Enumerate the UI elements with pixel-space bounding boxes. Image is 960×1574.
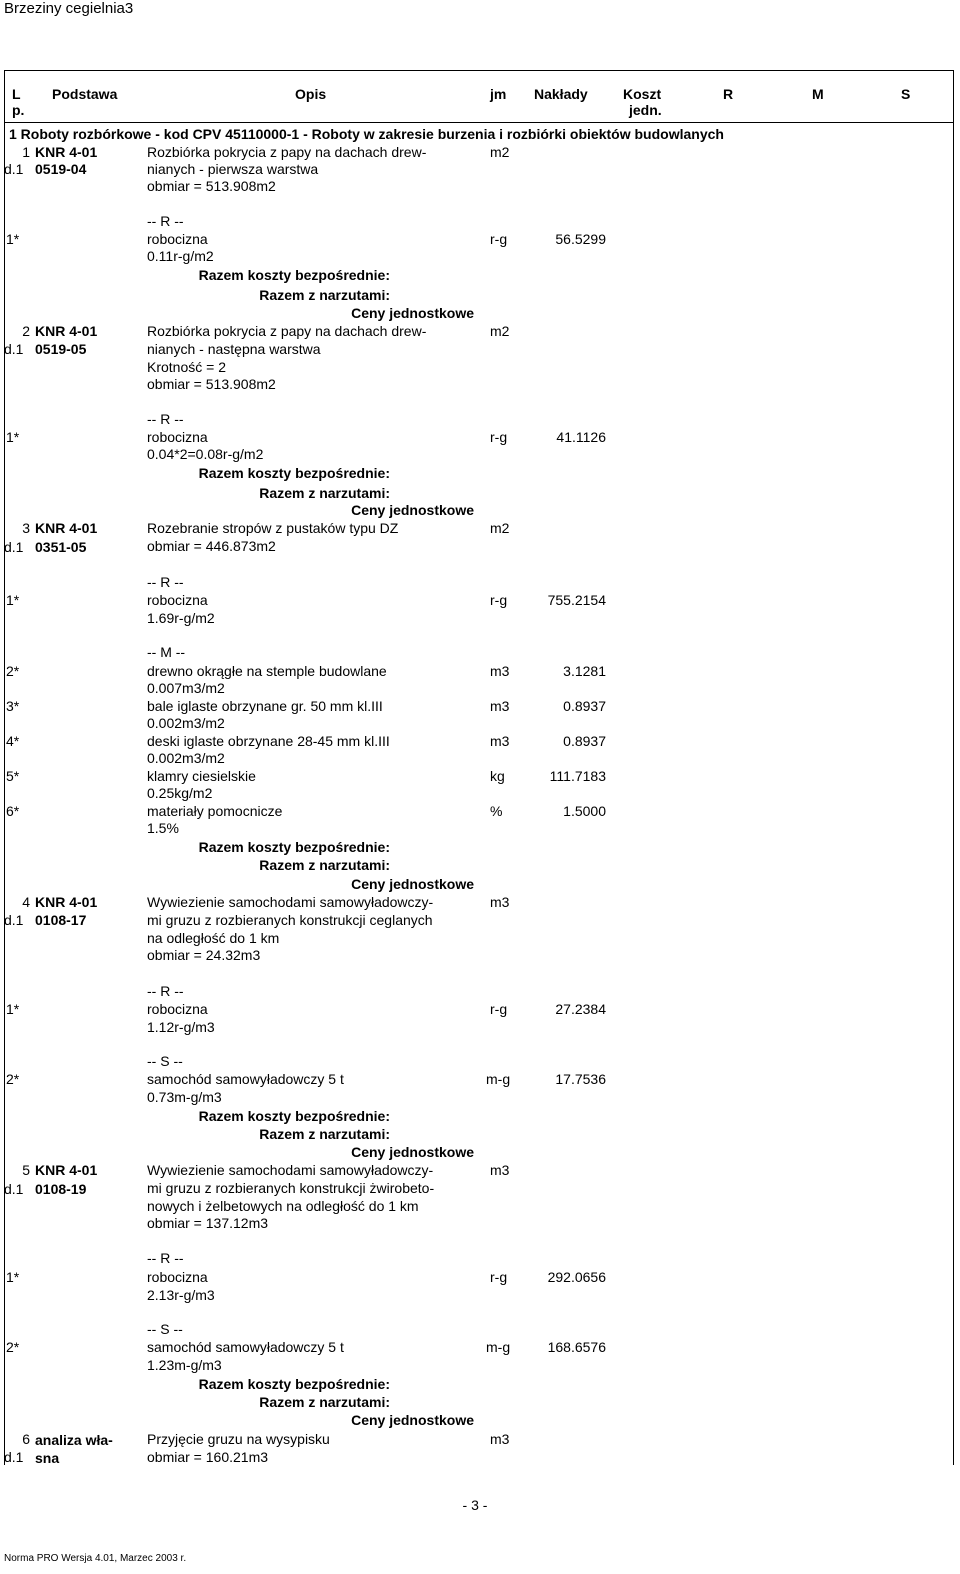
resource-unit: r-g [490, 231, 508, 247]
equipment-number: 2* [6, 1339, 20, 1355]
material-norm: 0.002m3/m2 [147, 750, 225, 766]
header-m: M [812, 86, 824, 102]
resource-name: robocizna [147, 1269, 208, 1285]
material-number: 6* [6, 803, 20, 819]
material-norm: 0.002m3/m2 [147, 715, 225, 731]
resource-number: 1* [6, 592, 20, 608]
resource-name: robocizna [147, 429, 208, 445]
item-obmiar: obmiar = 513.908m2 [147, 178, 276, 194]
razem-koszty-bezposrednie: Razem koszty bezpośrednie: [198, 267, 390, 283]
resource-norm: 0.04*2=0.08r-g/m2 [147, 446, 264, 462]
r-marker: -- R -- [147, 411, 184, 427]
equipment-value: 17.7536 [555, 1071, 606, 1087]
table-right-border [953, 70, 954, 1465]
footer-software: Norma PRO Wersja 4.01, Marzec 2003 r. [4, 1553, 187, 1564]
item-knr: KNR 4-01 [35, 1162, 98, 1178]
material-norm: 0.007m3/m2 [147, 680, 225, 696]
razem-koszty-bezposrednie: Razem koszty bezpośrednie: [198, 1376, 390, 1392]
item-number: 2 [22, 323, 30, 339]
item-knr: KNR 4-01 [35, 520, 98, 536]
item-obmiar: obmiar = 160.21m3 [147, 1449, 269, 1465]
material-value: 111.7183 [549, 768, 606, 784]
r-marker: -- R -- [147, 213, 184, 229]
resource-norm: 2.13r-g/m3 [147, 1287, 215, 1303]
item-number: 3 [22, 520, 30, 536]
resource-name: robocizna [147, 592, 208, 608]
item-description-2: nianych - pierwsza warstwa [147, 161, 319, 177]
equipment-number: 2* [6, 1071, 20, 1087]
material-name: materiały pomocnicze [147, 803, 283, 819]
material-number: 2* [6, 663, 20, 679]
resource-unit: r-g [490, 1001, 508, 1017]
material-name: klamry ciesielskie [147, 768, 256, 784]
r-marker: -- R -- [147, 983, 184, 999]
razem-koszty-bezposrednie: Razem koszty bezpośrednie: [198, 1108, 390, 1124]
razem-z-narzutami: Razem z narzutami: [259, 1394, 390, 1410]
header-jm: jm [490, 86, 507, 102]
material-value: 0.8937 [563, 733, 606, 749]
material-norm: 0.25kg/m2 [147, 785, 213, 801]
item-description-3: nowych i żelbetowych na odległość do 1 km [147, 1198, 419, 1214]
resource-number: 1* [6, 429, 20, 445]
item-knr-code: 0351-05 [35, 539, 87, 555]
item-knr: KNR 4-01 [35, 894, 98, 910]
header-s: S [901, 86, 911, 102]
resource-value: 41.1126 [556, 429, 606, 445]
item-description-2: mi gruzu z rozbieranych konstrukcji żwirobeto- [147, 1180, 435, 1196]
equipment-value: 168.6576 [547, 1339, 606, 1355]
item-unit: m3 [490, 894, 510, 910]
item-knr-code: 0519-04 [35, 161, 87, 177]
header-koszt-jedn: jedn. [629, 102, 662, 118]
header-lp: L [12, 86, 21, 102]
ceny-jednostkowe: Ceny jednostkowe [351, 876, 474, 892]
item-basis: analiza wła- [35, 1432, 113, 1448]
resource-value: 56.5299 [555, 231, 606, 247]
item-knr: KNR 4-01 [35, 323, 98, 339]
resource-number: 1* [6, 1001, 20, 1017]
item-d: d.1 [4, 912, 24, 928]
document-title: Brzeziny cegielnia3 [4, 0, 134, 17]
table-left-border [4, 70, 5, 1465]
resource-norm: 0.11r-g/m2 [147, 248, 214, 264]
material-unit: m3 [490, 663, 510, 679]
item-knr-code: 0519-05 [35, 341, 87, 357]
resource-unit: r-g [490, 1269, 508, 1285]
page-number: - 3 - [462, 1497, 488, 1513]
resource-value: 27.2384 [555, 1001, 606, 1017]
item-unit: m2 [490, 520, 510, 536]
razem-koszty-bezposrednie: Razem koszty bezpośrednie: [198, 465, 390, 481]
header-lp-2: p. [12, 102, 25, 118]
equipment-norm: 1.23m-g/m3 [147, 1357, 222, 1373]
resource-value: 755.2154 [547, 592, 606, 608]
resource-number: 1* [6, 1269, 20, 1285]
header-koszt: Koszt [623, 86, 662, 102]
item-description-2: mi gruzu z rozbieranych konstrukcji ceglanych [147, 912, 433, 928]
equipment-name: samochód samowyładowczy 5 t [147, 1339, 344, 1355]
resource-value: 292.0656 [547, 1269, 606, 1285]
item-d: d.1 [4, 161, 24, 177]
r-marker: -- R -- [147, 1250, 184, 1266]
item-description: Wywiezienie samochodami samowyładowczy- [147, 1162, 434, 1178]
item-description: Wywiezienie samochodami samowyładowczy- [147, 894, 434, 910]
item-d: d.1 [4, 341, 24, 357]
material-norm: 1.5% [147, 820, 179, 836]
item-unit: m3 [490, 1431, 510, 1447]
material-unit: kg [490, 768, 505, 784]
material-name: bale iglaste obrzynane gr. 50 mm kl.III [147, 698, 383, 714]
razem-z-narzutami: Razem z narzutami: [259, 485, 390, 501]
item-knr: KNR 4-01 [35, 144, 98, 160]
item-unit: m2 [490, 323, 510, 339]
item-number: 1 [22, 144, 30, 160]
razem-z-narzutami: Razem z narzutami: [259, 857, 390, 873]
header-bottom-border [4, 122, 954, 123]
equipment-name: samochód samowyładowczy 5 t [147, 1071, 344, 1087]
item-d: d.1 [4, 1181, 24, 1197]
header-opis: Opis [295, 86, 327, 102]
resource-name: robocizna [147, 1001, 208, 1017]
header-naklady: Nakłady [534, 86, 588, 102]
item-obmiar: obmiar = 137.12m3 [147, 1215, 269, 1231]
material-unit: m3 [490, 698, 510, 714]
ceny-jednostkowe: Ceny jednostkowe [351, 502, 474, 518]
resource-name: robocizna [147, 231, 208, 247]
item-knr-code: 0108-19 [35, 1181, 87, 1197]
item-obmiar: obmiar = 24.32m3 [147, 947, 261, 963]
item-obmiar: obmiar = 513.908m2 [147, 376, 276, 392]
header-r: R [723, 86, 734, 102]
item-number: 4 [22, 894, 30, 910]
item-knr-code: 0108-17 [35, 912, 87, 928]
item-description: Przyjęcie gruzu na wysypisku [147, 1431, 330, 1447]
item-number: 6 [22, 1431, 30, 1447]
header-podstawa: Podstawa [52, 86, 118, 102]
razem-z-narzutami: Razem z narzutami: [259, 1126, 390, 1142]
ceny-jednostkowe: Ceny jednostkowe [351, 1412, 474, 1428]
table-top-border [4, 70, 954, 71]
s-marker: -- S -- [147, 1053, 183, 1069]
equipment-unit: m-g [486, 1071, 511, 1087]
equipment-unit: m-g [486, 1339, 511, 1355]
razem-koszty-bezposrednie: Razem koszty bezpośrednie: [198, 839, 390, 855]
item-description-3: na odległość do 1 km [147, 930, 280, 946]
section-title: 1 Roboty rozbórkowe - kod CPV 45110000-1 - Roboty w zakresie burzenia i rozbiórki obiektów budowlanych [9, 126, 724, 142]
item-krotnosc: Krotność = 2 [147, 359, 226, 375]
material-number: 3* [6, 698, 20, 714]
material-name: drewno okrągłe na stemple budowlane [147, 663, 387, 679]
material-number: 4* [6, 733, 20, 749]
item-description: Rozebranie stropów z pustaków typu DZ [147, 520, 399, 536]
item-obmiar: obmiar = 446.873m2 [147, 538, 276, 554]
item-unit: m2 [490, 144, 510, 160]
material-value: 1.5000 [563, 803, 606, 819]
ceny-jednostkowe: Ceny jednostkowe [351, 1144, 474, 1160]
resource-unit: r-g [490, 429, 508, 445]
ceny-jednostkowe: Ceny jednostkowe [351, 305, 474, 321]
resource-norm: 1.12r-g/m3 [147, 1019, 215, 1035]
item-d: d.1 [4, 1449, 24, 1465]
razem-z-narzutami: Razem z narzutami: [259, 287, 390, 303]
material-value: 3.1281 [563, 663, 606, 679]
equipment-norm: 0.73m-g/m3 [147, 1089, 222, 1105]
item-description-2: nianych - następna warstwa [147, 341, 321, 357]
item-d: d.1 [4, 539, 24, 555]
material-number: 5* [6, 768, 20, 784]
material-name: deski iglaste obrzynane 28-45 mm kl.III [147, 733, 390, 749]
item-description: Rozbiórka pokrycia z papy na dachach drew- [147, 144, 427, 160]
m-marker: -- M -- [147, 644, 186, 660]
r-marker: -- R -- [147, 574, 184, 590]
material-unit: m3 [490, 733, 510, 749]
s-marker: -- S -- [147, 1321, 183, 1337]
item-description: Rozbiórka pokrycia z papy na dachach drew- [147, 323, 427, 339]
resource-number: 1* [6, 231, 20, 247]
resource-unit: r-g [490, 592, 508, 608]
resource-norm: 1.69r-g/m2 [147, 610, 215, 626]
item-number: 5 [22, 1162, 30, 1178]
item-unit: m3 [490, 1162, 510, 1178]
material-unit: % [490, 803, 503, 819]
material-value: 0.8937 [563, 698, 606, 714]
item-basis-2: sna [35, 1450, 60, 1466]
